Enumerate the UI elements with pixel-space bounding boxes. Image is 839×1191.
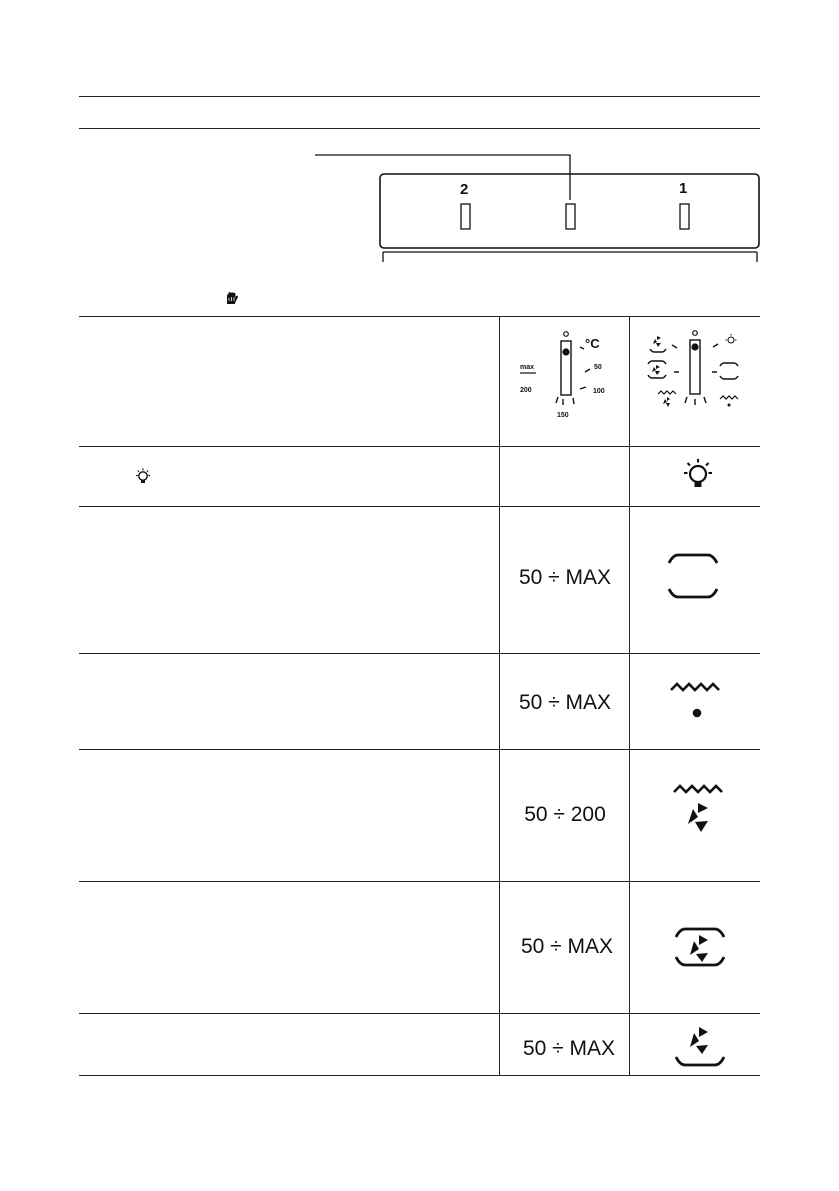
dial-max-label: max <box>520 364 535 371</box>
grill-icon <box>668 680 728 730</box>
knob-1-label: 1 <box>679 180 688 197</box>
celsius-label: °C <box>585 336 600 351</box>
knob-1 <box>680 204 689 229</box>
lamp-icon <box>678 456 718 496</box>
temp-range-row-5: 50 ÷ MAX <box>522 1037 616 1060</box>
fan-bottom-heat-icon <box>673 1025 733 1075</box>
temp-range-row-1: 50 ÷ MAX <box>518 566 612 589</box>
top-bottom-heat-icon <box>666 553 726 603</box>
temp-range-row-3: 50 ÷ 200 <box>524 803 606 826</box>
pilot-light <box>566 204 575 229</box>
knob-2-label: 2 <box>460 181 469 198</box>
fan-top-bottom-heat-icon <box>673 927 733 977</box>
dial-tick-50: 50 <box>594 364 602 371</box>
lamp-icon-small <box>133 467 153 487</box>
thermostat-dial <box>500 317 630 447</box>
temp-range-row-4: 50 ÷ MAX <box>520 935 614 958</box>
knob-2 <box>461 204 470 229</box>
dial-tick-100: 100 <box>593 388 605 395</box>
oven-glove-icon <box>225 291 239 305</box>
fan-grill-icon <box>671 782 731 842</box>
function-selector-dial <box>630 317 760 447</box>
temp-range-row-2: 50 ÷ MAX <box>518 691 612 714</box>
control-panel-drawing <box>0 0 839 300</box>
dial-tick-200: 200 <box>520 387 532 394</box>
dial-tick-150: 150 <box>557 412 569 419</box>
